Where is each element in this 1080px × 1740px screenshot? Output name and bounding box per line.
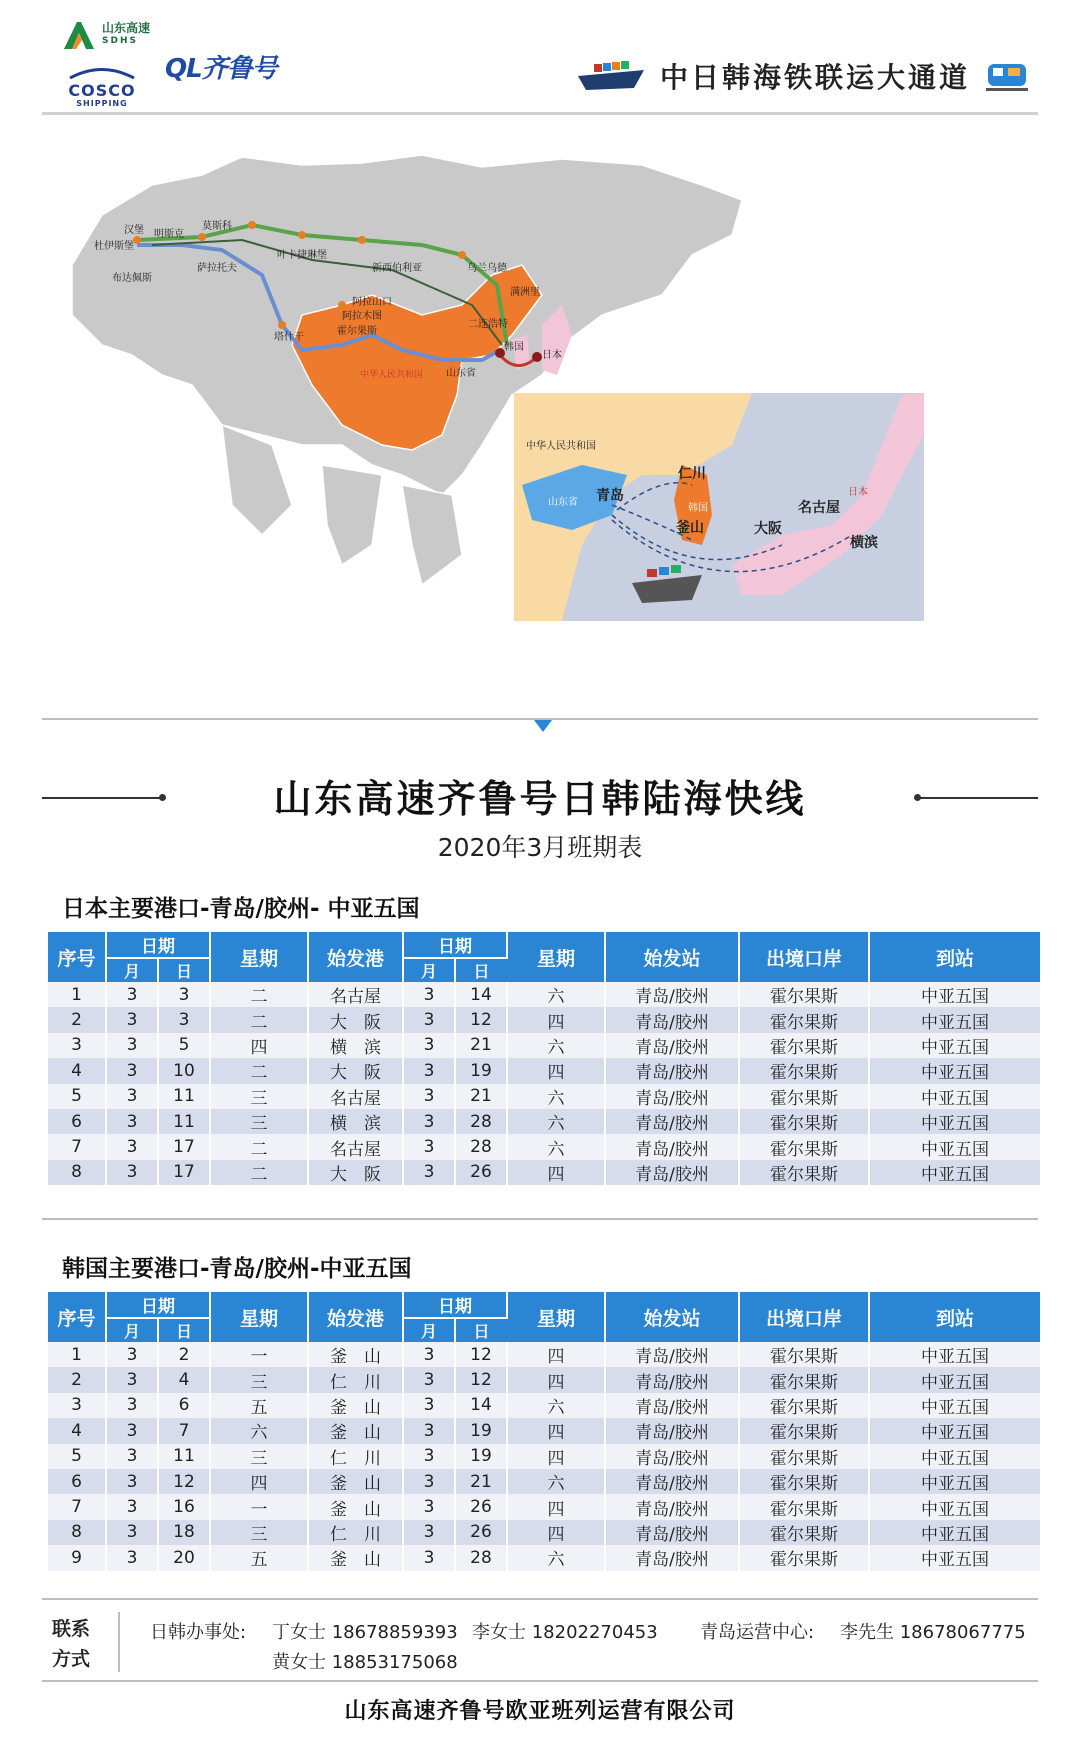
table-row bbox=[48, 1520, 1040, 1545]
table-cell: 3 bbox=[106, 1058, 158, 1083]
table-cell: 3 bbox=[106, 1367, 158, 1392]
table-cell: 六 bbox=[210, 1418, 308, 1443]
table-cell: 3 bbox=[106, 1418, 158, 1443]
table-cell: 釜 山 bbox=[308, 1393, 403, 1418]
table-cell: 中亚五国 bbox=[869, 1469, 1040, 1494]
inset-label-yokohama: 横滨 bbox=[850, 535, 878, 551]
table-cell: 霍尔果斯 bbox=[739, 1109, 869, 1134]
table-row bbox=[48, 1342, 1040, 1367]
table-cell: 17 bbox=[158, 1134, 210, 1159]
col-header-no: 序号 bbox=[48, 932, 106, 982]
table-cell: 大 阪 bbox=[308, 1058, 403, 1083]
contact-huang: 黄女士 18853175068 bbox=[272, 1652, 458, 1673]
table-row bbox=[48, 1134, 1040, 1159]
table-row bbox=[48, 1469, 1040, 1494]
table-cell: 横 滨 bbox=[308, 1033, 403, 1058]
map-label-erenhot: 二连浩特 bbox=[468, 319, 508, 330]
table-cell: 二 bbox=[210, 1007, 308, 1032]
col-header-date: 日期 bbox=[403, 1292, 507, 1318]
col-header-weekday: 星期 bbox=[507, 932, 605, 982]
map-label-yekaterinburg: 叶卡捷琳堡 bbox=[277, 250, 327, 261]
table-cell: 霍尔果斯 bbox=[739, 1084, 869, 1109]
table-cell: 霍尔果斯 bbox=[739, 1134, 869, 1159]
inset-label-incheon: 仁川 bbox=[678, 466, 706, 482]
table-cell: 霍尔果斯 bbox=[739, 1342, 869, 1367]
table-cell: 11 bbox=[158, 1109, 210, 1134]
table-cell: 3 bbox=[106, 1134, 158, 1159]
table-cell: 霍尔果斯 bbox=[739, 1545, 869, 1570]
table-cell: 19 bbox=[455, 1418, 507, 1443]
table-cell: 霍尔果斯 bbox=[739, 982, 869, 1007]
inset-label-osaka: 大阪 bbox=[754, 521, 782, 537]
sdhs-logo-icon bbox=[62, 20, 96, 50]
col-header-weekday: 星期 bbox=[210, 932, 308, 982]
inset-label-nagoya: 名古屋 bbox=[798, 500, 840, 516]
table-cell: 2 bbox=[48, 1367, 106, 1392]
table-cell: 二 bbox=[210, 1058, 308, 1083]
table-cell: 2 bbox=[158, 1342, 210, 1367]
table-cell: 3 bbox=[106, 1342, 158, 1367]
contact-office-label: 日韩办事处: bbox=[150, 1622, 247, 1643]
table-cell: 中亚五国 bbox=[869, 1444, 1040, 1469]
sdhs-logo bbox=[62, 20, 150, 50]
table-cell: 3 bbox=[106, 1393, 158, 1418]
table-cell: 名古屋 bbox=[308, 1134, 403, 1159]
col-header-weekday: 星期 bbox=[507, 1292, 605, 1342]
table-cell: 青岛/胶州 bbox=[605, 1418, 739, 1443]
table-cell: 青岛/胶州 bbox=[605, 1393, 739, 1418]
table-cell: 21 bbox=[455, 1033, 507, 1058]
col-header-month: 月 bbox=[403, 1318, 455, 1342]
table-cell: 四 bbox=[507, 1342, 605, 1367]
map-label-shandong: 山东省 bbox=[446, 368, 476, 379]
table-cell: 7 bbox=[48, 1134, 106, 1159]
table-cell: 3 bbox=[403, 1444, 455, 1469]
table-cell: 9 bbox=[48, 1545, 106, 1570]
map-label-moscow: 莫斯科 bbox=[202, 221, 232, 232]
table-cell: 四 bbox=[507, 1058, 605, 1083]
table-cell: 中亚五国 bbox=[869, 1520, 1040, 1545]
table-cell: 青岛/胶州 bbox=[605, 1058, 739, 1083]
qiluhao-logo: QL齐鲁号 bbox=[165, 54, 277, 84]
table-cell: 四 bbox=[507, 1007, 605, 1032]
table-cell: 霍尔果斯 bbox=[739, 1444, 869, 1469]
table-cell: 3 bbox=[106, 1033, 158, 1058]
table-cell: 二 bbox=[210, 1160, 308, 1185]
table-cell: 5 bbox=[48, 1084, 106, 1109]
container-ship-icon bbox=[576, 58, 646, 94]
table-cell: 3 bbox=[106, 1520, 158, 1545]
table-cell: 3 bbox=[403, 982, 455, 1007]
col-header-day: 日 bbox=[455, 958, 507, 982]
footer-company: 山东高速齐鲁号欧亚班列运营有限公司 bbox=[344, 1699, 736, 1724]
table-cell: 霍尔果斯 bbox=[739, 1160, 869, 1185]
table-cell: 青岛/胶州 bbox=[605, 1134, 739, 1159]
table-cell: 二 bbox=[210, 1134, 308, 1159]
col-header-weekday: 星期 bbox=[210, 1292, 308, 1342]
table-cell: 霍尔果斯 bbox=[739, 1007, 869, 1032]
table-cell: 1 bbox=[48, 1342, 106, 1367]
table-cell: 六 bbox=[507, 1109, 605, 1134]
table-cell: 中亚五国 bbox=[869, 1393, 1040, 1418]
table-cell: 中亚五国 bbox=[869, 1367, 1040, 1392]
map-label-prc: 中华人民共和国 bbox=[360, 370, 424, 380]
table-cell: 3 bbox=[158, 1007, 210, 1032]
table-cell: 10 bbox=[158, 1058, 210, 1083]
table-cell: 青岛/胶州 bbox=[605, 1444, 739, 1469]
table-cell: 二 bbox=[210, 982, 308, 1007]
table-cell: 20 bbox=[158, 1545, 210, 1570]
table-cell: 名古屋 bbox=[308, 982, 403, 1007]
japan-section-title: 日本主要港口-青岛/胶州- 中亚五国 bbox=[62, 896, 420, 922]
main-title: 山东高速齐鲁号日韩陆海快线 bbox=[273, 776, 807, 821]
col-header-date: 日期 bbox=[106, 1292, 210, 1318]
table-cell: 六 bbox=[507, 1033, 605, 1058]
table-cell: 四 bbox=[507, 1160, 605, 1185]
india-landmass bbox=[322, 465, 382, 565]
table-cell: 28 bbox=[455, 1109, 507, 1134]
table-cell: 5 bbox=[158, 1033, 210, 1058]
table-cell: 仁 川 bbox=[308, 1520, 403, 1545]
southeast-asia-landmass bbox=[402, 485, 462, 585]
table-cell: 中亚五国 bbox=[869, 1418, 1040, 1443]
map-label-duisburg: 杜伊斯堡 bbox=[94, 241, 134, 252]
table-cell: 中亚五国 bbox=[869, 1545, 1040, 1570]
map-label-tashkent: 塔什干 bbox=[274, 332, 304, 343]
table-cell: 19 bbox=[455, 1058, 507, 1083]
table-cell: 6 bbox=[48, 1109, 106, 1134]
section-divider bbox=[42, 1218, 1038, 1220]
table-cell: 青岛/胶州 bbox=[605, 1342, 739, 1367]
table-cell: 12 bbox=[158, 1469, 210, 1494]
col-header-month: 月 bbox=[403, 958, 455, 982]
table-row bbox=[48, 1545, 1040, 1570]
table-cell: 3 bbox=[106, 1494, 158, 1519]
table-cell: 六 bbox=[507, 1469, 605, 1494]
table-cell: 中亚五国 bbox=[869, 1134, 1040, 1159]
col-header-date: 日期 bbox=[403, 932, 507, 958]
table-cell: 3 bbox=[106, 1160, 158, 1185]
table-cell: 四 bbox=[507, 1418, 605, 1443]
table-cell: 中亚五国 bbox=[869, 1109, 1040, 1134]
table-cell: 仁 川 bbox=[308, 1444, 403, 1469]
table-cell: 中亚五国 bbox=[869, 1033, 1040, 1058]
table-cell: 釜 山 bbox=[308, 1418, 403, 1443]
table-cell: 中亚五国 bbox=[869, 1494, 1040, 1519]
col-header-no: 序号 bbox=[48, 1292, 106, 1342]
table-cell: 中亚五国 bbox=[869, 982, 1040, 1007]
table-cell: 6 bbox=[48, 1469, 106, 1494]
inset-label-korea: 韩国 bbox=[688, 503, 708, 514]
table-cell: 14 bbox=[455, 1393, 507, 1418]
table-cell: 青岛/胶州 bbox=[605, 1367, 739, 1392]
table-cell: 3 bbox=[106, 1109, 158, 1134]
table-cell: 12 bbox=[455, 1007, 507, 1032]
table-cell: 三 bbox=[210, 1084, 308, 1109]
map-label-manzhouli: 满洲里 bbox=[510, 287, 540, 298]
cosco-logo: COSCO SHIPPING bbox=[64, 64, 140, 108]
table-cell: 3 bbox=[403, 1367, 455, 1392]
table-cell: 中亚五国 bbox=[869, 1007, 1040, 1032]
table-cell: 3 bbox=[106, 1007, 158, 1032]
table-cell: 釜 山 bbox=[308, 1545, 403, 1570]
table-row bbox=[48, 1058, 1040, 1083]
table-cell: 五 bbox=[210, 1393, 308, 1418]
table-cell: 3 bbox=[158, 982, 210, 1007]
table-cell: 26 bbox=[455, 1160, 507, 1185]
footer-divider bbox=[42, 1680, 1038, 1682]
contact-divider bbox=[42, 1598, 1038, 1600]
table-cell: 3 bbox=[403, 1134, 455, 1159]
contact-center-label: 青岛运营中心: bbox=[700, 1622, 815, 1643]
table-cell: 3 bbox=[403, 1160, 455, 1185]
col-header-month: 月 bbox=[106, 1318, 158, 1342]
table-cell: 19 bbox=[455, 1444, 507, 1469]
cosco-arc-icon bbox=[64, 67, 140, 79]
japan-schedule-table bbox=[48, 932, 1040, 1185]
col-header-destination: 到站 bbox=[869, 1292, 1040, 1342]
table-cell: 三 bbox=[210, 1520, 308, 1545]
table-cell: 青岛/胶州 bbox=[605, 1469, 739, 1494]
table-cell: 3 bbox=[403, 1393, 455, 1418]
col-header-month: 月 bbox=[106, 958, 158, 982]
table-row bbox=[48, 1367, 1040, 1392]
table-cell: 霍尔果斯 bbox=[739, 1033, 869, 1058]
contact-li-male: 李先生 18678067775 bbox=[840, 1622, 1026, 1643]
table-cell: 3 bbox=[403, 1058, 455, 1083]
table-cell: 青岛/胶州 bbox=[605, 1007, 739, 1032]
table-cell: 中亚五国 bbox=[869, 1342, 1040, 1367]
col-header-day: 日 bbox=[158, 958, 210, 982]
arabia-landmass bbox=[222, 425, 292, 535]
table-cell: 3 bbox=[403, 1007, 455, 1032]
table-row bbox=[48, 1393, 1040, 1418]
table-cell: 大 阪 bbox=[308, 1160, 403, 1185]
table-row bbox=[48, 1033, 1040, 1058]
page-header bbox=[0, 0, 1080, 115]
table-cell: 26 bbox=[455, 1494, 507, 1519]
map-label-hamburg: 汉堡 bbox=[124, 225, 144, 236]
table-cell: 12 bbox=[455, 1367, 507, 1392]
table-cell: 青岛/胶州 bbox=[605, 1084, 739, 1109]
table-cell: 11 bbox=[158, 1444, 210, 1469]
table-cell: 5 bbox=[48, 1444, 106, 1469]
table-cell: 3 bbox=[403, 1033, 455, 1058]
table-cell: 釜 山 bbox=[308, 1342, 403, 1367]
table-cell: 8 bbox=[48, 1520, 106, 1545]
table-cell: 霍尔果斯 bbox=[739, 1469, 869, 1494]
map-label-novosibirsk: 新西伯利亚 bbox=[372, 263, 422, 274]
korea-section-title: 韩国主要港口-青岛/胶州-中亚五国 bbox=[62, 1256, 412, 1282]
table-cell: 8 bbox=[48, 1160, 106, 1185]
map-label-minsk: 明斯克 bbox=[154, 229, 184, 240]
col-header-origin-port: 始发港 bbox=[308, 1292, 403, 1342]
map-label-budapest: 布达佩斯 bbox=[112, 273, 152, 284]
col-header-origin-port: 始发港 bbox=[308, 932, 403, 982]
header-title: 中日韩海铁联运大通道 bbox=[659, 61, 970, 94]
table-cell: 六 bbox=[507, 1134, 605, 1159]
table-cell: 釜 山 bbox=[308, 1469, 403, 1494]
route-map bbox=[42, 145, 1038, 705]
table-cell: 三 bbox=[210, 1109, 308, 1134]
table-cell: 六 bbox=[507, 1084, 605, 1109]
table-cell: 中亚五国 bbox=[869, 1058, 1040, 1083]
sub-title: 2020年3月班期表 bbox=[437, 833, 643, 862]
contact-label: 联系方式 bbox=[52, 1618, 91, 1670]
table-cell: 大 阪 bbox=[308, 1007, 403, 1032]
table-cell: 霍尔果斯 bbox=[739, 1520, 869, 1545]
table-cell: 青岛/胶州 bbox=[605, 1520, 739, 1545]
table-cell: 3 bbox=[106, 1545, 158, 1570]
table-cell: 3 bbox=[106, 982, 158, 1007]
col-header-destination: 到站 bbox=[869, 932, 1040, 982]
table-cell: 三 bbox=[210, 1367, 308, 1392]
table-cell: 霍尔果斯 bbox=[739, 1418, 869, 1443]
table-cell: 四 bbox=[507, 1520, 605, 1545]
col-header-day: 日 bbox=[455, 1318, 507, 1342]
table-cell: 五 bbox=[210, 1545, 308, 1570]
table-row bbox=[48, 1418, 1040, 1443]
table-row bbox=[48, 982, 1040, 1007]
table-row bbox=[48, 1444, 1040, 1469]
table-cell: 1 bbox=[48, 982, 106, 1007]
header-divider bbox=[42, 112, 1038, 115]
table-cell: 3 bbox=[403, 1520, 455, 1545]
table-cell: 11 bbox=[158, 1084, 210, 1109]
table-cell: 18 bbox=[158, 1520, 210, 1545]
map-label-saratov: 萨拉托夫 bbox=[197, 263, 237, 274]
table-cell: 霍尔果斯 bbox=[739, 1058, 869, 1083]
table-cell: 3 bbox=[403, 1342, 455, 1367]
table-cell: 四 bbox=[507, 1444, 605, 1469]
table-cell: 横 滨 bbox=[308, 1109, 403, 1134]
table-cell: 3 bbox=[106, 1084, 158, 1109]
table-cell: 28 bbox=[455, 1545, 507, 1570]
table-cell: 釜 山 bbox=[308, 1494, 403, 1519]
korea-schedule-table bbox=[48, 1292, 1040, 1571]
col-header-border: 出境口岸 bbox=[739, 932, 869, 982]
map-label-khorgos: 霍尔果斯 bbox=[337, 326, 377, 337]
table-cell: 21 bbox=[455, 1084, 507, 1109]
table-row bbox=[48, 1084, 1040, 1109]
table-cell: 青岛/胶州 bbox=[605, 982, 739, 1007]
map-label-japan-small: 日本 bbox=[542, 350, 562, 361]
table-cell: 3 bbox=[106, 1444, 158, 1469]
map-label-korea-small: 韩国 bbox=[504, 342, 524, 353]
inset-label-prc: 中华人民共和国 bbox=[526, 441, 596, 452]
table-cell: 四 bbox=[210, 1033, 308, 1058]
table-row bbox=[48, 1160, 1040, 1185]
table-cell: 青岛/胶州 bbox=[605, 1494, 739, 1519]
table-cell: 7 bbox=[48, 1494, 106, 1519]
table-cell: 六 bbox=[507, 982, 605, 1007]
inset-label-qingdao: 青岛 bbox=[596, 488, 624, 504]
down-arrow-icon bbox=[534, 720, 552, 732]
table-cell: 6 bbox=[158, 1393, 210, 1418]
col-header-date: 日期 bbox=[106, 932, 210, 958]
map-label-alashankou: 阿拉山口 bbox=[352, 297, 392, 308]
title-decoration-right bbox=[918, 797, 1038, 799]
table-cell: 四 bbox=[507, 1494, 605, 1519]
col-header-origin-station: 始发站 bbox=[605, 1292, 739, 1342]
contact-separator bbox=[118, 1612, 120, 1672]
table-cell: 青岛/胶州 bbox=[605, 1160, 739, 1185]
table-cell: 2 bbox=[48, 1007, 106, 1032]
train-icon bbox=[984, 58, 1030, 94]
table-cell: 3 bbox=[403, 1469, 455, 1494]
table-row bbox=[48, 1109, 1040, 1134]
table-cell: 7 bbox=[158, 1418, 210, 1443]
table-cell: 3 bbox=[48, 1393, 106, 1418]
table-cell: 三 bbox=[210, 1444, 308, 1469]
table-cell: 3 bbox=[403, 1545, 455, 1570]
contact-li-female: 李女士 18202270453 bbox=[472, 1622, 658, 1643]
inset-label-japan: 日本 bbox=[848, 487, 868, 498]
col-header-border: 出境口岸 bbox=[739, 1292, 869, 1342]
table-cell: 四 bbox=[210, 1469, 308, 1494]
table-cell: 中亚五国 bbox=[869, 1084, 1040, 1109]
table-cell: 青岛/胶州 bbox=[605, 1033, 739, 1058]
table-cell: 3 bbox=[403, 1418, 455, 1443]
table-cell: 霍尔果斯 bbox=[739, 1367, 869, 1392]
table-cell: 28 bbox=[455, 1134, 507, 1159]
table-cell: 霍尔果斯 bbox=[739, 1393, 869, 1418]
table-cell: 4 bbox=[158, 1367, 210, 1392]
table-cell: 14 bbox=[455, 982, 507, 1007]
table-cell: 21 bbox=[455, 1469, 507, 1494]
inset-label-busan: 釜山 bbox=[676, 520, 704, 536]
table-cell: 四 bbox=[507, 1367, 605, 1392]
table-cell: 3 bbox=[48, 1033, 106, 1058]
table-cell: 名古屋 bbox=[308, 1084, 403, 1109]
table-cell: 16 bbox=[158, 1494, 210, 1519]
table-cell: 26 bbox=[455, 1520, 507, 1545]
header-title-group bbox=[576, 56, 1030, 96]
contact-ding: 丁女士 18678859393 bbox=[272, 1622, 458, 1643]
table-cell: 4 bbox=[48, 1058, 106, 1083]
table-cell: 一 bbox=[210, 1342, 308, 1367]
table-cell: 六 bbox=[507, 1545, 605, 1570]
table-cell: 17 bbox=[158, 1160, 210, 1185]
table-cell: 4 bbox=[48, 1418, 106, 1443]
route-map-graphic bbox=[42, 145, 1038, 705]
table-cell: 12 bbox=[455, 1342, 507, 1367]
table-cell: 3 bbox=[403, 1084, 455, 1109]
sdhs-logo-text: 山东高速 SDHS bbox=[102, 21, 151, 46]
map-label-altynkol: 阿拉木图 bbox=[342, 311, 382, 322]
table-row bbox=[48, 1007, 1040, 1032]
table-cell: 青岛/胶州 bbox=[605, 1109, 739, 1134]
table-row bbox=[48, 1494, 1040, 1519]
table-cell: 3 bbox=[403, 1494, 455, 1519]
table-cell: 中亚五国 bbox=[869, 1160, 1040, 1185]
col-header-day: 日 bbox=[158, 1318, 210, 1342]
table-cell: 3 bbox=[106, 1469, 158, 1494]
table-cell: 六 bbox=[507, 1393, 605, 1418]
inset-label-shandong: 山东省 bbox=[548, 497, 578, 508]
table-cell: 青岛/胶州 bbox=[605, 1545, 739, 1570]
table-cell: 3 bbox=[403, 1109, 455, 1134]
table-cell: 霍尔果斯 bbox=[739, 1494, 869, 1519]
map-label-ulan-ude: 乌兰乌德 bbox=[467, 263, 507, 274]
table-cell: 仁 川 bbox=[308, 1367, 403, 1392]
col-header-origin-station: 始发站 bbox=[605, 932, 739, 982]
table-cell: 一 bbox=[210, 1494, 308, 1519]
